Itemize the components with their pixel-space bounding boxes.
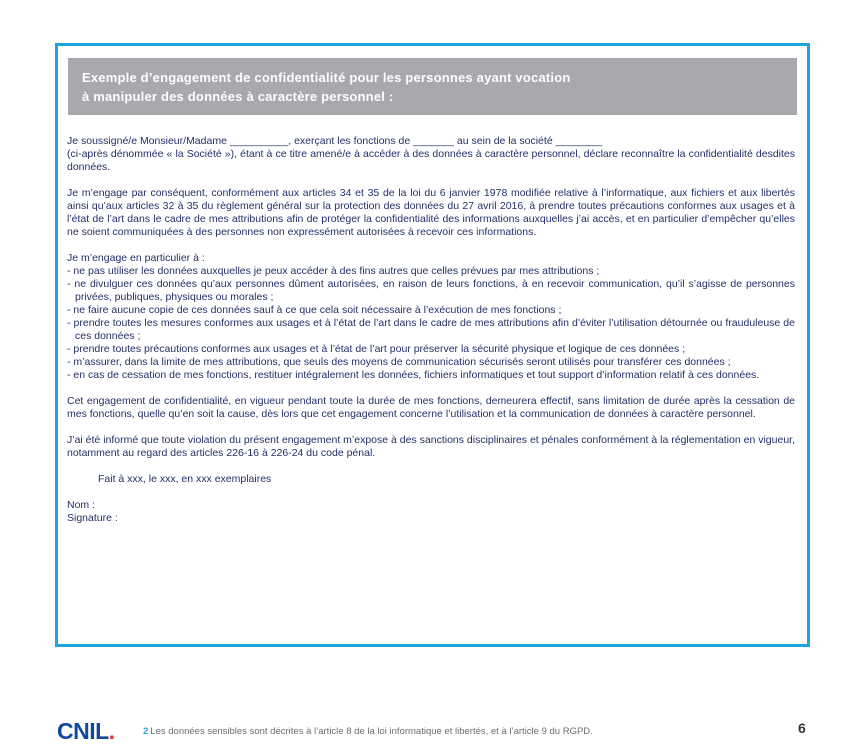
paragraph-soussigne-line1: Je soussigné/e Monsieur/Madame __________, exerçant les fonctions de _______ au sein de la société ________ <box>67 135 603 147</box>
list-item: - ne pas utiliser les données auxquelles je peux accéder à des fins autres que celles prévues par mes attributions ; <box>67 265 600 277</box>
nom-label: Nom : <box>67 499 96 511</box>
list-item: - m’assurer, dans la limite de mes attributions, que seuls des moyens de communication sécurisés seront utilisés pour transférer ces données ; <box>67 356 731 368</box>
box-body <box>67 135 795 525</box>
page-footer <box>0 705 844 750</box>
footnote <box>143 726 593 737</box>
cnil-logo <box>57 718 115 745</box>
paragraph-sanctions: J’ai été informé que toute violation du présent engagement m’expose à des sanctions disciplinaires et pénales conformément à la réglementation en vigueur, notamment au regard des articles 226-16 à 226-24 du code pénal. <box>67 434 795 459</box>
paragraph-soussigne <box>67 135 795 174</box>
box-title-line1: Exemple d’engagement de confidentialité pour les personnes ayant vocation <box>82 70 571 85</box>
fait-line: Fait à xxx, le xxx, en xxx exemplaires <box>98 473 272 485</box>
box-title <box>68 58 797 115</box>
paragraph-duree: Cet engagement de confidentialité, en vigueur pendant toute la durée de mes fonctions, demeurera effectif, sans limitation de durée après la cessation de mes fonctions, quelle qu’en soit la cause, dès lors que cet engagement concerne l’utilisation et la communication de données à caractère personnel. <box>67 395 795 420</box>
commitment-list <box>67 265 795 382</box>
footnote-text: Les données sensibles sont décrites à l’article 8 de la loi informatique et libertés, et à l’article 9 du RGPD. <box>150 726 593 737</box>
list-item: - ne divulguer ces données qu’aux personnes dûment autorisées, en raison de leurs fonctions, à en recevoir communication, qu’il s’agisse de personnes privées, publiques, physiques ou morales ; <box>67 278 795 303</box>
list-item: - prendre toutes précautions conformes aux usages et à l’état de l’art pour préserver la sécurité physique et logique de ces données ; <box>67 343 686 355</box>
signature-label: Signature : <box>67 512 118 524</box>
list-item: - prendre toutes les mesures conformes aux usages et à l’état de l’art dans le cadre de mes attributions afin d’éviter l’utilisation détournée ou frauduleuse de ces données ; <box>67 317 795 342</box>
paragraph-engagement: Je m’engage par conséquent, conformément aux articles 34 et 35 de la loi du 6 janvier 1978 modifiée relative à l’informatique, aux fichiers et aux libertés ainsi qu’aux articles 32 à 35 du règlement général sur la protection des données du 27 avril 2016, à prendre toutes précautions conformes aux usages et à l’état de l’art dans le cadre de mes attributions afin de protéger la confidentialité des informations auxquelles j’ai accès, et en particulier d’empêcher qu’elles ne soient communiquées à des personnes non expressément autorisées à recevoir ces informations. <box>67 187 795 238</box>
cnil-logo-text: CNIL <box>57 718 109 744</box>
list-item: - en cas de cessation de mes fonctions, restituer intégralement les données, fichiers informatiques et tout support d’information relatif à ces données. <box>67 369 760 381</box>
cnil-logo-dot: . <box>108 718 115 744</box>
confidentiality-example-box <box>55 43 810 647</box>
box-title-line2: à manipuler des données à caractère personnel : <box>82 89 394 104</box>
list-item: - ne faire aucune copie de ces données sauf à ce que cela soit nécessaire à l’exécution de mes fonctions ; <box>67 304 562 316</box>
list-intro: Je m’engage en particulier à : <box>67 252 205 264</box>
paragraph-soussigne-rest: (ci-après dénommée « la Société »), étant à ce titre amené/e à accéder à des données à caractère personnel, déclare reconnaître la confidentialité desdites données. <box>67 148 795 173</box>
page-number: 6 <box>798 720 806 736</box>
footnote-number: 2 <box>143 726 149 737</box>
